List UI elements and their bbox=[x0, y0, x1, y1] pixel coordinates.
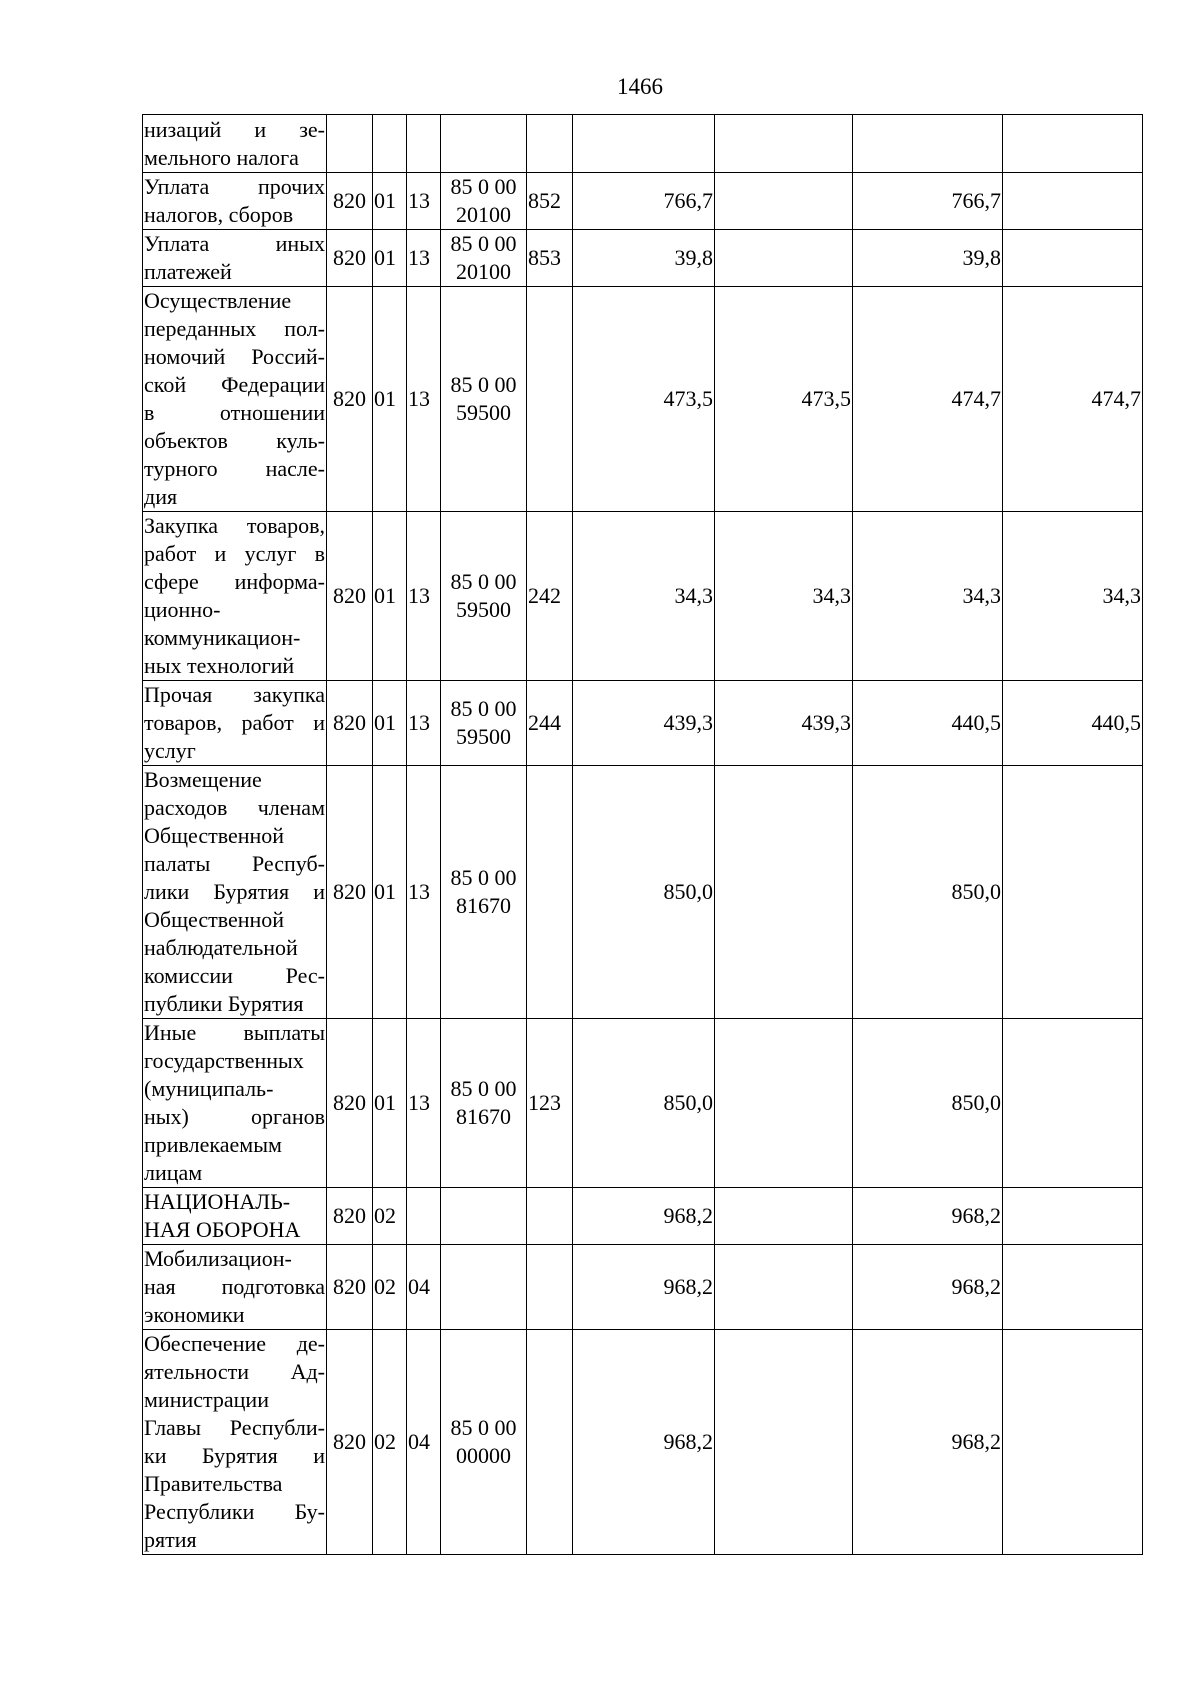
row-name-line: Возмещение bbox=[144, 767, 262, 792]
row-name-line: публики Бурятия bbox=[144, 991, 304, 1016]
code-pr bbox=[407, 115, 441, 173]
row-name bbox=[143, 1188, 327, 1245]
code-rz: 01 bbox=[373, 173, 407, 230]
row-name-line: расходов членам bbox=[144, 795, 325, 820]
row-name-line: турного насле- bbox=[144, 456, 325, 481]
amount-col-1: 439,3 bbox=[573, 681, 715, 766]
table-row bbox=[143, 1245, 1143, 1330]
row-name-line: привлекаемым bbox=[144, 1132, 282, 1157]
amount-col-3 bbox=[853, 115, 1003, 173]
code-ved bbox=[327, 115, 373, 173]
code-csr-line: 85 0 00 bbox=[450, 1415, 517, 1440]
row-name bbox=[143, 512, 327, 681]
code-ved: 820 bbox=[327, 1188, 373, 1245]
code-ved: 820 bbox=[327, 766, 373, 1019]
row-name-line: Правительства bbox=[144, 1471, 283, 1496]
amount-col-1: 850,0 bbox=[573, 766, 715, 1019]
amount-col-2 bbox=[715, 766, 853, 1019]
row-name-line: ской Федерации bbox=[144, 372, 325, 397]
code-ved: 820 bbox=[327, 230, 373, 287]
code-ved: 820 bbox=[327, 1019, 373, 1188]
row-name bbox=[143, 1245, 327, 1330]
amount-col-1: 850,0 bbox=[573, 1019, 715, 1188]
amount-col-3: 474,7 bbox=[853, 287, 1003, 512]
code-rz: 01 bbox=[373, 512, 407, 681]
amount-col-3: 968,2 bbox=[853, 1330, 1003, 1555]
amount-col-2 bbox=[715, 1019, 853, 1188]
table-row bbox=[143, 287, 1143, 512]
row-name-line: ных технологий bbox=[144, 653, 295, 678]
code-vr: 853 bbox=[527, 230, 573, 287]
row-name-line: объектов куль- bbox=[144, 428, 325, 453]
amount-col-2: 473,5 bbox=[715, 287, 853, 512]
row-name-line: коммуникацион- bbox=[144, 625, 301, 650]
code-ved: 820 bbox=[327, 1330, 373, 1555]
row-name-line: Главы Республи- bbox=[144, 1415, 325, 1440]
code-csr-line: 81670 bbox=[456, 1104, 511, 1129]
code-ved: 820 bbox=[327, 512, 373, 681]
code-vr: 852 bbox=[527, 173, 573, 230]
amount-col-2: 34,3 bbox=[715, 512, 853, 681]
amount-col-4 bbox=[1003, 1019, 1143, 1188]
amount-col-3: 39,8 bbox=[853, 230, 1003, 287]
row-name bbox=[143, 766, 327, 1019]
row-name bbox=[143, 1330, 327, 1555]
amount-col-3: 34,3 bbox=[853, 512, 1003, 681]
table-row bbox=[143, 1330, 1143, 1555]
amount-col-4 bbox=[1003, 173, 1143, 230]
row-name-line: дия bbox=[144, 484, 178, 509]
code-rz: 02 bbox=[373, 1188, 407, 1245]
code-pr: 13 bbox=[407, 173, 441, 230]
row-name-line: палаты Респуб- bbox=[144, 851, 325, 876]
amount-col-4: 440,5 bbox=[1003, 681, 1143, 766]
row-name-line: ных) органов bbox=[144, 1104, 325, 1129]
amount-col-2 bbox=[715, 173, 853, 230]
table-row bbox=[143, 115, 1143, 173]
code-rz: 02 bbox=[373, 1245, 407, 1330]
code-csr-line: 59500 bbox=[456, 724, 511, 749]
row-name bbox=[143, 287, 327, 512]
code-csr-line: 85 0 00 bbox=[450, 174, 517, 199]
amount-col-4 bbox=[1003, 1330, 1143, 1555]
row-name bbox=[143, 230, 327, 287]
code-rz: 01 bbox=[373, 681, 407, 766]
code-pr: 13 bbox=[407, 1019, 441, 1188]
row-name-line: НАЯ ОБОРОНА bbox=[144, 1217, 301, 1242]
code-csr-line: 20100 bbox=[456, 202, 511, 227]
row-name-line: услуг bbox=[144, 738, 196, 763]
code-csr bbox=[441, 1019, 527, 1188]
row-name-line: ная подготовка bbox=[144, 1274, 325, 1299]
amount-col-2: 439,3 bbox=[715, 681, 853, 766]
table-row bbox=[143, 1188, 1143, 1245]
code-csr bbox=[441, 512, 527, 681]
row-name-line: Закупка товаров, bbox=[144, 513, 325, 538]
code-csr bbox=[441, 681, 527, 766]
budget-table bbox=[142, 114, 1143, 1555]
code-ved: 820 bbox=[327, 681, 373, 766]
row-name-line: рятия bbox=[144, 1527, 197, 1552]
row-name-line: Уплата иных bbox=[144, 231, 325, 256]
row-name-line: лицам bbox=[144, 1160, 203, 1185]
code-rz: 01 bbox=[373, 1019, 407, 1188]
row-name-line: номочий Россий- bbox=[144, 344, 325, 369]
row-name-line: комиссии Рес- bbox=[144, 963, 325, 988]
amount-col-3: 440,5 bbox=[853, 681, 1003, 766]
row-name-line: (муниципаль- bbox=[144, 1076, 274, 1101]
table-row bbox=[143, 230, 1143, 287]
code-csr-line: 00000 bbox=[456, 1443, 511, 1468]
code-vr bbox=[527, 115, 573, 173]
table-row bbox=[143, 1019, 1143, 1188]
row-name-line: Мобилизацион- bbox=[144, 1246, 292, 1271]
code-csr bbox=[441, 287, 527, 512]
code-pr: 04 bbox=[407, 1245, 441, 1330]
amount-col-3: 850,0 bbox=[853, 1019, 1003, 1188]
code-csr-line: 85 0 00 bbox=[450, 231, 517, 256]
code-pr: 13 bbox=[407, 512, 441, 681]
row-name-line: НАЦИОНАЛЬ- bbox=[144, 1189, 291, 1214]
amount-col-1: 968,2 bbox=[573, 1188, 715, 1245]
row-name-line: ки Бурятия и bbox=[144, 1443, 325, 1468]
row-name bbox=[143, 115, 327, 173]
amount-col-2 bbox=[715, 230, 853, 287]
row-name-line: министрации bbox=[144, 1387, 269, 1412]
amount-col-4 bbox=[1003, 766, 1143, 1019]
code-vr: 242 bbox=[527, 512, 573, 681]
code-rz: 02 bbox=[373, 1330, 407, 1555]
code-csr bbox=[441, 766, 527, 1019]
amount-col-3: 968,2 bbox=[853, 1188, 1003, 1245]
code-vr bbox=[527, 1245, 573, 1330]
code-csr bbox=[441, 1245, 527, 1330]
code-pr: 13 bbox=[407, 766, 441, 1019]
amount-col-3: 968,2 bbox=[853, 1245, 1003, 1330]
row-name-line: налогов, сборов bbox=[144, 202, 294, 227]
row-name-line: Общественной bbox=[144, 823, 285, 848]
code-csr-line: 85 0 00 bbox=[450, 1076, 517, 1101]
row-name bbox=[143, 1019, 327, 1188]
page-number: 1466 bbox=[617, 74, 663, 99]
amount-col-3: 850,0 bbox=[853, 766, 1003, 1019]
code-ved: 820 bbox=[327, 287, 373, 512]
table-row bbox=[143, 512, 1143, 681]
row-name bbox=[143, 173, 327, 230]
amount-col-1: 766,7 bbox=[573, 173, 715, 230]
code-csr-line: 59500 bbox=[456, 400, 511, 425]
row-name-line: экономики bbox=[144, 1302, 245, 1327]
table-row bbox=[143, 766, 1143, 1019]
table-row bbox=[143, 681, 1143, 766]
amount-col-1: 39,8 bbox=[573, 230, 715, 287]
code-csr-line: 20100 bbox=[456, 259, 511, 284]
code-csr-line: 59500 bbox=[456, 597, 511, 622]
row-name-line: Осуществление bbox=[144, 288, 292, 313]
amount-col-2 bbox=[715, 1330, 853, 1555]
code-csr bbox=[441, 1330, 527, 1555]
row-name-line: лики Бурятия и bbox=[144, 879, 325, 904]
code-pr: 13 bbox=[407, 230, 441, 287]
row-name-line: ятельности Ад- bbox=[144, 1359, 325, 1384]
amount-col-4 bbox=[1003, 230, 1143, 287]
row-name-line: товаров, работ и bbox=[144, 710, 325, 735]
row-name-line: ционно- bbox=[144, 597, 221, 622]
code-csr bbox=[441, 173, 527, 230]
code-pr: 13 bbox=[407, 287, 441, 512]
table-row bbox=[143, 173, 1143, 230]
row-name-line: Республики Бу- bbox=[144, 1499, 325, 1524]
code-csr bbox=[441, 1188, 527, 1245]
code-vr: 244 bbox=[527, 681, 573, 766]
code-csr-line: 85 0 00 bbox=[450, 865, 517, 890]
code-rz: 01 bbox=[373, 287, 407, 512]
code-csr-line: 85 0 00 bbox=[450, 372, 517, 397]
code-vr bbox=[527, 287, 573, 512]
amount-col-2 bbox=[715, 115, 853, 173]
amount-col-4: 474,7 bbox=[1003, 287, 1143, 512]
code-ved: 820 bbox=[327, 173, 373, 230]
amount-col-4 bbox=[1003, 115, 1143, 173]
row-name-line: Уплата прочих bbox=[144, 174, 325, 199]
code-ved: 820 bbox=[327, 1245, 373, 1330]
amount-col-1: 34,3 bbox=[573, 512, 715, 681]
code-pr: 13 bbox=[407, 681, 441, 766]
code-csr-line: 81670 bbox=[456, 893, 511, 918]
row-name-line: Прочая закупка bbox=[144, 682, 325, 707]
amount-col-3: 766,7 bbox=[853, 173, 1003, 230]
row-name-line: сфере информа- bbox=[144, 569, 325, 594]
code-rz: 01 bbox=[373, 230, 407, 287]
row-name-line: государственных bbox=[144, 1048, 304, 1073]
code-pr bbox=[407, 1188, 441, 1245]
row-name-line: низаций и зе- bbox=[144, 116, 325, 142]
code-vr bbox=[527, 1188, 573, 1245]
row-name-line: в отношении bbox=[144, 400, 325, 425]
code-csr bbox=[441, 115, 527, 173]
amount-col-1: 473,5 bbox=[573, 287, 715, 512]
amount-col-4 bbox=[1003, 1245, 1143, 1330]
row-name-line: наблюдательной bbox=[144, 935, 298, 960]
code-vr: 123 bbox=[527, 1019, 573, 1188]
row-name-line: Общественной bbox=[144, 907, 285, 932]
row-name-line: платежей bbox=[144, 259, 232, 284]
row-name-line: Обеспечение де- bbox=[144, 1331, 325, 1356]
row-name-line: Иные выплаты bbox=[144, 1020, 325, 1045]
table-body bbox=[143, 115, 1143, 1555]
code-vr bbox=[527, 1330, 573, 1555]
amount-col-2 bbox=[715, 1245, 853, 1330]
amount-col-1: 968,2 bbox=[573, 1330, 715, 1555]
code-csr bbox=[441, 230, 527, 287]
code-vr bbox=[527, 766, 573, 1019]
code-rz bbox=[373, 115, 407, 173]
row-name-line: переданных пол- bbox=[144, 316, 325, 341]
amount-col-4 bbox=[1003, 1188, 1143, 1245]
row-name-line: работ и услуг в bbox=[144, 541, 325, 566]
row-name bbox=[143, 681, 327, 766]
code-pr: 04 bbox=[407, 1330, 441, 1555]
amount-col-2 bbox=[715, 1188, 853, 1245]
code-rz: 01 bbox=[373, 766, 407, 1019]
amount-col-1 bbox=[573, 115, 715, 173]
row-name-line: мельного налога bbox=[144, 144, 299, 170]
amount-col-4: 34,3 bbox=[1003, 512, 1143, 681]
amount-col-1: 968,2 bbox=[573, 1245, 715, 1330]
code-csr-line: 85 0 00 bbox=[450, 696, 517, 721]
code-csr-line: 85 0 00 bbox=[450, 569, 517, 594]
